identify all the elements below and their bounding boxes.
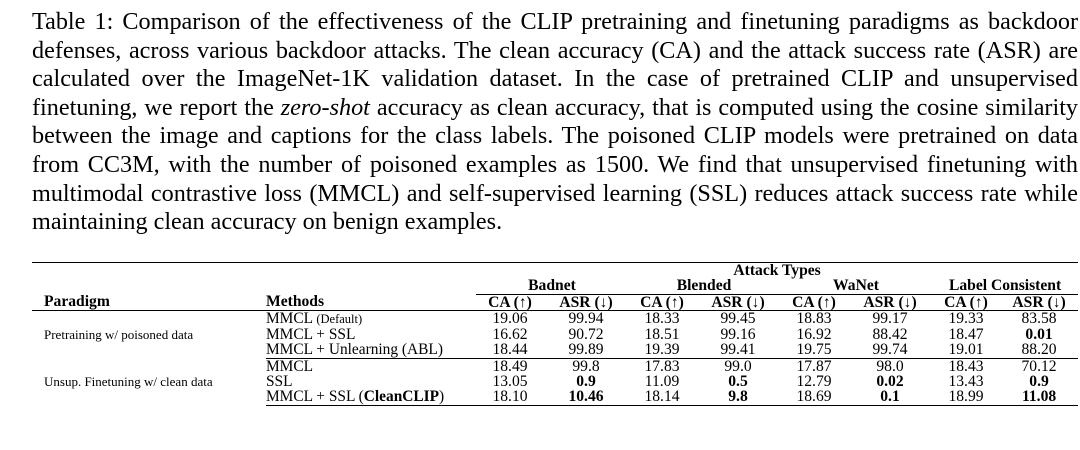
method-cell: [266, 310, 476, 327]
asr-value: 83.58: [1021, 309, 1057, 327]
asr-value: 0.9: [576, 373, 596, 391]
attack-header-label-consistent: Label Consistent: [932, 278, 1078, 294]
method-name: MMCL: [266, 309, 313, 327]
ca-value: 17.83: [644, 357, 680, 375]
results-table: [32, 262, 1078, 406]
methods-header: Methods: [266, 294, 476, 310]
asr-value: 0.9: [1029, 373, 1049, 391]
ca-value: 18.69: [780, 389, 848, 405]
table-caption: [32, 8, 1078, 237]
paradigm-cell: Pretraining w/ poisoned data: [44, 326, 194, 342]
method-name: MMCL: [266, 357, 314, 375]
header-row-metrics: [32, 294, 1078, 310]
ca-value: 19.01: [932, 342, 1000, 358]
table-row: [32, 358, 1078, 374]
ca-value: 18.14: [628, 389, 696, 405]
ca-value: 19.39: [628, 342, 696, 358]
caption-label: Table 1:: [32, 8, 114, 35]
method-cell: [266, 327, 476, 342]
caption-text-2: accuracy as clean accuracy, that is computed using the cosine similarity between the image and captions for the class labels. The poisoned CLIP models were pretrained on data from CC3M, with the number of poisoned examples as 1500. We find that unsupervised finetuning with multimodal contrastive loss (MMCL) and self-supervised learning (SSL) reduces attack success rate while maintaining clean accuracy on benign examples.: [32, 93, 1079, 236]
ca-header: CA (↑): [932, 294, 1000, 310]
header-row-attacks: [32, 278, 1078, 294]
method-suffix: (Default): [316, 311, 363, 326]
ca-header: CA (↑): [476, 294, 544, 310]
asr-value: 88.20: [1000, 342, 1078, 358]
asr-value: 0.1: [848, 389, 932, 405]
asr-header: ASR (↓): [544, 294, 628, 310]
attack-types-header: Attack Types: [476, 263, 1078, 279]
method-cell: [266, 342, 476, 358]
ca-value: 11.09: [644, 373, 680, 391]
ca-value: 18.83: [796, 309, 832, 327]
method-name: MMCL + SSL: [266, 388, 355, 406]
ca-value: 18.51: [644, 326, 680, 344]
method-name: SSL: [266, 373, 293, 391]
caption-text-1: Comparison of the effectiveness of the CLIP pretraining and finetuning paradigms as backdoor defenses, across various backdoor attacks. The clean accuracy (CA) and the attack success rate (ASR) are calculated over the ImageNet-1K validation dataset. In the case of pretrained CLIP and unsupervised finetuning, we report the: [32, 8, 1078, 121]
asr-value: 90.72: [568, 326, 604, 344]
asr-value: 11.08: [1000, 389, 1078, 405]
asr-value: 0.5: [728, 373, 748, 391]
attack-header-badnet: Badnet: [476, 278, 628, 294]
paradigm-header: Paradigm: [32, 294, 266, 310]
results-table-wrapper: [32, 262, 1078, 406]
asr-value: 88.42: [872, 326, 908, 344]
caption-italic: zero-shot: [280, 93, 370, 121]
asr-value: 99.8: [572, 357, 600, 375]
asr-value: 0.01: [1025, 326, 1053, 344]
method-highlight: CleanCLIP: [363, 388, 440, 406]
ca-value: 18.49: [492, 357, 528, 375]
ca-value: 18.47: [948, 326, 984, 344]
ca-value: 17.87: [796, 357, 832, 375]
table-body: [32, 263, 1078, 406]
ca-value: 16.92: [796, 326, 832, 344]
asr-value: 9.8: [696, 389, 780, 405]
method-name: MMCL + SSL: [266, 326, 356, 344]
method-name: MMCL + Unlearning (ABL): [266, 341, 443, 359]
asr-value: 99.45: [720, 309, 756, 327]
ca-value: 18.99: [932, 389, 1000, 405]
ca-value: 13.43: [948, 373, 984, 391]
ca-value: 16.62: [492, 326, 528, 344]
asr-header: ASR (↓): [1000, 294, 1078, 310]
method-cell: MMCL + SSL (CleanCLIP): [266, 389, 476, 405]
asr-value: 0.02: [876, 373, 904, 391]
ca-header: CA (↑): [780, 294, 848, 310]
asr-value: 99.89: [544, 342, 628, 358]
table-row: [32, 310, 1078, 327]
asr-value: 10.46: [544, 389, 628, 405]
ca-value: 12.79: [796, 373, 832, 391]
ca-value: 18.33: [644, 309, 680, 327]
asr-value: 99.41: [696, 342, 780, 358]
method-cell: [266, 374, 476, 389]
ca-value: 13.05: [492, 373, 528, 391]
asr-value: 70.12: [1021, 357, 1057, 375]
ca-value: 18.44: [476, 342, 544, 358]
asr-value: 99.16: [720, 326, 756, 344]
paradigm-cell: Unsup. Finetuning w/ clean data: [44, 374, 213, 390]
ca-header: CA (↑): [628, 294, 696, 310]
ca-value: 18.10: [476, 389, 544, 405]
asr-value: 99.94: [568, 309, 604, 327]
caption-paragraph: [32, 8, 1078, 237]
asr-header: ASR (↓): [696, 294, 780, 310]
method-cell: [266, 358, 476, 374]
asr-value: 98.0: [876, 357, 904, 375]
ca-value: 18.43: [948, 357, 984, 375]
asr-value: 99.17: [872, 309, 908, 327]
attack-header-wanet: WaNet: [780, 278, 932, 294]
header-row-attack-types: [32, 263, 1078, 279]
ca-value: 19.75: [780, 342, 848, 358]
asr-header: ASR (↓): [848, 294, 932, 310]
asr-value: 99.0: [724, 357, 752, 375]
asr-value: 99.74: [848, 342, 932, 358]
ca-value: 19.33: [948, 309, 984, 327]
attack-header-blended: Blended: [628, 278, 780, 294]
ca-value: 19.06: [492, 309, 528, 327]
